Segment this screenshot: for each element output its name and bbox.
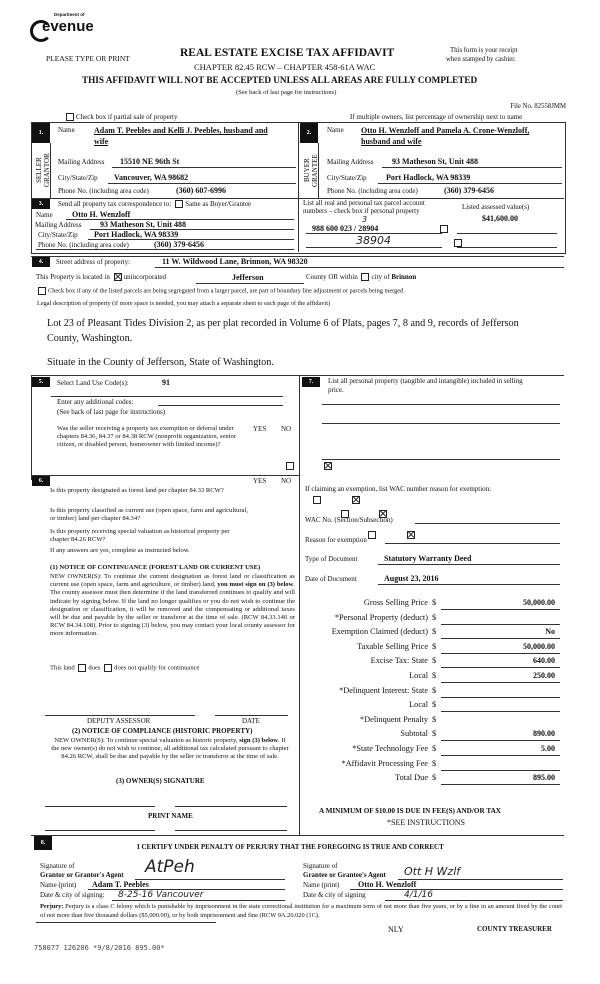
buyer-grantee-label: BUYER GRANTEE xyxy=(303,154,319,187)
tax-row-value[interactable]: 250.00 xyxy=(533,671,555,680)
currency-symbol: $ xyxy=(432,773,437,783)
historic-yes-checkbox[interactable] xyxy=(368,531,376,539)
parcel-label-2: numbers – check box if personal property xyxy=(303,207,420,215)
logo-main-text: evenue xyxy=(42,18,94,35)
tax-row-value[interactable]: 890.00 xyxy=(533,729,555,739)
section-8-number: 8. xyxy=(34,836,52,850)
notice2-text-b: . If the new owner(s) do not wish to continue, all additional tax calculated pursuant to chapter 84.26 RCW, shall be due and payable by the seller or transferor at the time of sale. xyxy=(51,737,289,761)
tax-row-line xyxy=(441,638,560,639)
seller-grantor-label: SELLER GRANTOR xyxy=(35,153,51,188)
tax-row-value[interactable]: 640.00 xyxy=(533,656,555,666)
partial-sale-label: Check box if partial sale of property xyxy=(76,113,178,121)
buyer-mail-label: Mailing Address xyxy=(327,158,374,166)
parcel-label-1: List all real and personal tax parcel account xyxy=(303,199,425,207)
legal-description-1: Lot 23 of Pleasant Tides Division 2, as per plat recorded in Volume 6 of Plats, pages 7, 8 and 9, records of Jefferson xyxy=(47,318,519,329)
s3-name-label: Name xyxy=(36,211,53,219)
tax-row-line xyxy=(441,740,560,741)
s3-name[interactable]: Otto H. Wenzloff xyxy=(72,210,131,219)
does-label: does xyxy=(88,664,101,672)
s3-phone[interactable]: (360) 379-6456 xyxy=(154,240,204,249)
grantor-date-label: Date & city of signing: xyxy=(40,891,105,899)
buyer-city[interactable]: Port Hadlock, WA 98339 xyxy=(386,173,471,182)
continuance-check xyxy=(50,664,199,672)
located-label: This Property is located in xyxy=(36,273,110,281)
s3-phone-label: Phone No. (including area code) xyxy=(38,241,129,249)
seller-phone-label: Phone No. (including area code) xyxy=(58,187,149,195)
land-use-code[interactable]: 91 xyxy=(162,378,170,387)
if-yes-note: If any answers are yes, complete as instructed below. xyxy=(50,547,190,554)
notice-compliance-title: (2) NOTICE OF COMPLIANCE (HISTORIC PROPERTY) xyxy=(72,727,253,735)
location-line xyxy=(36,273,166,281)
segregated-label: Check box if any of the listed parcels are being segregated from a larger parcel, are part of boundary line adjustment or parcels being merged. xyxy=(48,287,405,295)
buyer-phone[interactable]: (360) 379-6456 xyxy=(444,186,494,195)
file-number: File No. 82558JMM xyxy=(510,103,566,110)
currency-symbol: $ xyxy=(432,729,437,739)
tax-row-label: Local xyxy=(409,671,428,680)
logo-small-text: Department of xyxy=(54,12,85,17)
tax-row-label: Taxable Selling Price xyxy=(357,641,428,651)
notice1-bold: you must sign on (3) below xyxy=(217,581,294,589)
tax-row-label: Excise Tax: State xyxy=(370,656,428,666)
tax-row-line xyxy=(441,711,560,712)
street-label: Street address of property: xyxy=(56,258,131,266)
tax-row-label: Total Due xyxy=(395,773,428,783)
land-use-label: Select Land Use Code(s): xyxy=(57,379,129,387)
please-type: PLEASE TYPE OR PRINT xyxy=(46,54,130,63)
section-2-number: 2. xyxy=(300,123,318,143)
form-title: REAL ESTATE EXCISE TAX AFFIDAVIT xyxy=(180,47,395,59)
grantee-sig-label-1: Signature of xyxy=(303,862,338,870)
doc-type[interactable]: Statutory Warranty Deed xyxy=(384,554,472,563)
tax-row-label: *Delinquent Interest: State xyxy=(339,685,428,695)
s3-city[interactable]: Port Hadlock, WA 98339 xyxy=(94,230,179,239)
notice-continuance-text xyxy=(50,573,295,639)
parcel-number[interactable]: 988 600 023 / 28904 xyxy=(312,224,379,233)
official-use-only: NLY xyxy=(388,925,404,934)
forest-no-checkbox[interactable] xyxy=(352,496,360,504)
currency-symbol: $ xyxy=(432,671,437,680)
grantor-sig-label-2: Grantor or Grantor's Agent xyxy=(40,871,124,879)
city[interactable]: Brinnon xyxy=(391,273,417,281)
grantor-date-city[interactable]: 8-25-16 Vancouver xyxy=(118,890,204,900)
multiple-owners-note: If multiple owners, list percentage of ownership next to name xyxy=(350,113,523,121)
forest-yes-checkbox[interactable] xyxy=(313,496,321,504)
currency-symbol: $ xyxy=(432,656,437,666)
tax-row-label: Subtotal xyxy=(400,729,428,739)
deputy-assessor-label: DEPUTY ASSESSOR xyxy=(87,717,151,725)
current-use-question: Is this property classified as current use (open space, farm and agricultural, or timber) land per chapter 84.34? xyxy=(50,507,248,523)
wac-label: WAC No. (Section/Subsection) xyxy=(305,516,393,524)
legal-description-2: County, Washington. xyxy=(47,333,133,344)
notice-continuance-title: (1) NOTICE OF CONTINUANCE (FOREST LAND OR CURRENT USE) xyxy=(50,564,261,571)
street-address[interactable]: 11 W. Wildwood Lane, Brinnon, WA 98320 xyxy=(162,257,308,266)
this-land-label: This land xyxy=(50,664,75,672)
no-header-6: NO xyxy=(281,477,292,485)
tax-row-line xyxy=(441,624,560,625)
city-line xyxy=(306,273,416,281)
yes-header: YES xyxy=(253,425,267,433)
segregated-checkbox[interactable] xyxy=(38,287,46,295)
grantee-name-label: Name (print) xyxy=(303,881,340,889)
currency-symbol: $ xyxy=(432,758,437,768)
does-not-checkbox[interactable] xyxy=(104,664,112,672)
grantee-name[interactable]: Otto H. Wenzloff xyxy=(358,880,417,889)
cashier-stamp: 758077 126206 *9/8/2016 895.00* xyxy=(34,944,165,952)
currency-symbol: $ xyxy=(432,641,437,651)
does-checkbox[interactable] xyxy=(78,664,86,672)
doc-type-label: Type of Document xyxy=(305,555,358,563)
see-instructions: *SEE INSTRUCTIONS xyxy=(387,818,466,827)
tax-row-label: Local xyxy=(409,700,428,710)
historic-no-checkbox[interactable] xyxy=(407,531,415,539)
tax-row-label: *Personal Property (deduct) xyxy=(334,612,428,622)
personal-property-label-2: price. xyxy=(328,386,344,394)
grantor-name[interactable]: Adam T. Peebles xyxy=(92,880,149,889)
s3-mail[interactable]: 93 Matheson St, Unit 488 xyxy=(100,220,187,229)
currency-symbol: $ xyxy=(432,598,437,607)
receipt-note-2: when stamped by cashier. xyxy=(446,56,516,63)
seller-name[interactable]: Adam T. Peebles and Kelli J. Peebles, husband and xyxy=(94,126,268,135)
parcel-handwritten: 38904 xyxy=(356,234,391,247)
forest-land-question: Is this property designated as forest land per chapter 84.33 RCW? xyxy=(50,487,224,494)
receipt-note-1: This form is your receipt xyxy=(450,47,518,54)
grantor-signature[interactable]: AtPeh xyxy=(145,857,195,877)
exemption-question: Was the seller receiving a property tax exemption or deferral under chapters 84.36, 84.37 or 84.38 RCW (nonprofit organization, senior citizen, or disabled person, homeowner with limited income)? xyxy=(57,425,237,449)
q1-yes-checkbox[interactable] xyxy=(286,462,294,470)
city-checkbox[interactable] xyxy=(361,273,369,281)
buyer-city-label: City/State/Zip xyxy=(327,174,367,182)
currency-symbol: $ xyxy=(432,612,437,622)
tax-row-line xyxy=(441,697,560,698)
perjury-text: Perjury is a class C felony which is punishable by imprisonment in the state correctional institution for a maximum term of not more than five years, or by a fine in an amount fixed by the court of not more than five thousand dollars ($5,000.00), or by both imprisonment and fine (RCW 9A.20.020 (1C). xyxy=(40,903,562,919)
exemption-label: If claiming an exemption, list WAC number reason for exemption: xyxy=(305,485,492,493)
section-7-number: 7. xyxy=(302,377,320,387)
seller-city-label: City/State/Zip xyxy=(58,174,98,182)
s3-city-label: City/State/Zip xyxy=(38,231,78,239)
section-4-number: 4. xyxy=(32,257,50,267)
notice2-bold: sign (3) below xyxy=(239,737,279,744)
q1-no-checkbox[interactable] xyxy=(324,462,332,470)
tax-row-label: Exemption Claimed (deduct) xyxy=(331,627,428,637)
tax-row-value[interactable]: 50,000.00 xyxy=(523,641,555,651)
tax-row-label: *State Technology Fee xyxy=(352,744,428,753)
grantee-date[interactable]: 4/1/16 xyxy=(404,890,433,900)
personal-property-checkbox[interactable] xyxy=(454,239,462,247)
parcel-hand-mark: 3 xyxy=(362,215,368,224)
tax-row-value[interactable]: 895.00 xyxy=(533,773,555,783)
personal-property-label: List all personal property (tangible and intangible) included in selling xyxy=(328,377,523,385)
same-as-buyer-checkbox[interactable] xyxy=(175,200,183,208)
grantee-sig-label-2: Grantee or Grantee's Agent xyxy=(303,871,386,879)
county-treasurer: COUNTY TREASURER xyxy=(477,925,552,933)
seller-name-2[interactable]: wife xyxy=(94,137,109,146)
additional-codes-label: Enter any additional codes: xyxy=(57,398,134,406)
seller-phone[interactable]: (360) 607-6996 xyxy=(176,186,226,195)
doc-date[interactable]: August 23, 2016 xyxy=(384,574,439,583)
tax-row-line xyxy=(441,755,560,756)
grantor-sig-label-1: Signature of xyxy=(40,862,75,870)
notice1-text-a: NEW OWNER(S): To continue the current designation as forest land or classification as current use (open space, farm and agriculture, or timber) land, xyxy=(50,573,295,589)
does-not-label: does not qualify for continuance xyxy=(114,664,200,672)
buyer-name-label: Name xyxy=(327,126,344,134)
tax-row-label: Gross Selling Price xyxy=(363,598,428,607)
seller-mail-label: Mailing Address xyxy=(58,158,105,166)
section-3-number: 3. xyxy=(32,199,50,209)
no-header: NO xyxy=(281,425,292,433)
grantor-name-label: Name (print) xyxy=(40,881,77,889)
date-label: DATE xyxy=(242,717,260,725)
reason-label: Reason for exemption xyxy=(305,536,367,544)
seller-mail[interactable]: 15510 NE 96th St xyxy=(120,157,180,166)
tax-row-label: *Affidavit Processing Fee xyxy=(341,758,428,768)
print-name-label: PRINT NAME xyxy=(148,812,193,820)
seller-name-label: Name xyxy=(58,126,75,134)
grantee-date-label: Date & city of signing xyxy=(303,891,366,899)
partial-sale-check[interactable] xyxy=(64,113,177,121)
unincorporated-checkbox[interactable] xyxy=(114,273,122,281)
perjury-label: Perjury: xyxy=(40,903,64,910)
city-of-label: city of xyxy=(371,273,390,281)
assessed-value[interactable]: $41,600.00 xyxy=(482,214,518,223)
minimum-note: A MINIMUM OF $10.00 IS DUE IN FEE(S) AND/OR TAX xyxy=(319,807,501,815)
notice1-text-b: . The county assessor must then determine if the land transferred continues to qualify and will indicate by signing below. If the land no longer qualifies or you do not wish to continue the designation or classification, it will be removed and the compensating or additional taxes will be due and payable by the seller or transferor at the time of sale. (RCW 84.33.140 or RCW 84.34.108). Prior to signing (3) below, you may contact your local county assessor for more information. xyxy=(50,581,295,638)
currency-symbol: $ xyxy=(432,744,437,753)
certify-statement: I CERTIFY UNDER PENALTY OF PERJURY THAT THE FOREGOING IS TRUE AND CORRECT xyxy=(137,843,444,851)
seller-city[interactable]: Vancouver, WA 98682 xyxy=(114,173,189,182)
buyer-name[interactable]: Otto H. Wenzloff and Pamela A. Crone-Wenzloff, xyxy=(361,126,530,135)
notice2-text-a: NEW OWNER(S): To continue special valuation as historic property, xyxy=(54,737,240,744)
chapter: CHAPTER 82.45 RCW – CHAPTER 458-61A WAC xyxy=(194,62,376,72)
tax-row-value[interactable]: 5.00 xyxy=(541,744,555,753)
county[interactable]: Jefferson xyxy=(232,273,264,282)
currency-symbol: $ xyxy=(432,627,437,637)
tax-row-line xyxy=(441,653,560,654)
buyer-mail[interactable]: 93 Matheson St, Unit 488 xyxy=(392,157,479,166)
county-or-label: County OR within xyxy=(306,273,358,281)
section-6-number: 6. xyxy=(32,476,50,486)
perjury-statement xyxy=(40,903,562,920)
see-back: (See back of last page for instructions) xyxy=(236,89,337,96)
legal-label: Legal description of property (if more space is needed, you may attach a separate sheet to each page of the affidavit) xyxy=(37,300,331,307)
section-1-number: 1. xyxy=(32,123,50,143)
checkbox[interactable] xyxy=(66,113,74,121)
section-5-number: 5. xyxy=(32,377,50,387)
assessed-label: Listed assessed value(s) xyxy=(462,203,530,211)
correspondence-label xyxy=(58,200,251,208)
currency-symbol: $ xyxy=(432,685,437,695)
tax-row-line xyxy=(441,609,560,610)
grantee-signature[interactable]: Ott H Wzlf xyxy=(404,865,461,878)
yes-header-6: YES xyxy=(253,477,267,485)
notice-compliance-text xyxy=(50,737,290,762)
correspondence-text: Send all property tax correspondence to: xyxy=(58,200,172,208)
tax-row-value[interactable]: 50,000.00 xyxy=(523,598,555,607)
tax-row-value[interactable]: No xyxy=(545,627,555,637)
same-as-buyer-label: Same as Buyer/Grantee xyxy=(185,200,252,208)
s3-mail-label: Mailing Address xyxy=(35,221,82,229)
segregated-check xyxy=(36,287,405,295)
historic-question: Is this property receiving special valuation as historical property per chapter 84.26 RCW? xyxy=(50,528,230,544)
see-back-s5: (See back of last page for instructions) xyxy=(57,408,166,416)
tax-row-line xyxy=(441,784,560,785)
buyer-name-2[interactable]: husband and wife xyxy=(361,137,422,146)
personal-property-checkbox[interactable] xyxy=(440,225,448,233)
tax-row-line xyxy=(441,682,560,683)
currency-symbol: $ xyxy=(432,714,437,724)
tax-row-label: *Delinquent Penalty xyxy=(360,714,428,724)
warning: THIS AFFIDAVIT WILL NOT BE ACCEPTED UNLESS ALL AREAS ARE FULLY COMPLETED xyxy=(82,75,478,85)
legal-description-3: Situate in the County of Jefferson, State of Washington. xyxy=(47,357,274,368)
doc-date-label: Date of Document xyxy=(305,575,357,583)
buyer-phone-label: Phone No. (including area code) xyxy=(327,187,418,195)
tax-row-line xyxy=(441,667,560,668)
currency-symbol: $ xyxy=(432,700,437,710)
unincorporated-label: unincorporated xyxy=(123,273,167,281)
tax-row-line xyxy=(441,770,560,771)
owner-signature-label: (3) OWNER(S) SIGNATURE xyxy=(116,777,205,785)
